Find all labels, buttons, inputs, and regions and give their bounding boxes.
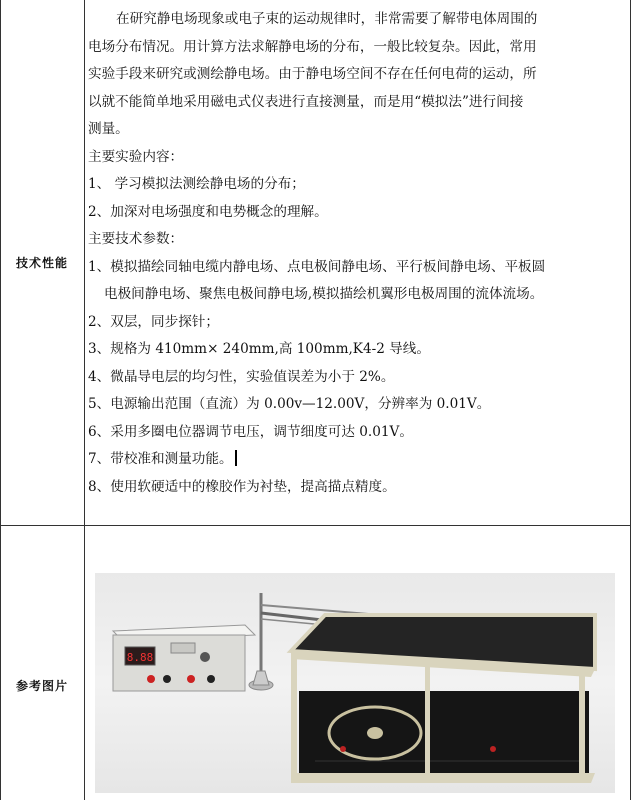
param-item: 3、规格为 410mm× 240mm,高 100mm,K4-2 导线。 bbox=[88, 341, 430, 357]
svg-text:8.88: 8.88 bbox=[126, 651, 154, 664]
param-item: 5、电源输出范围（直流）为 0.00v—12.00V，分辨率为 0.01V。 bbox=[88, 396, 491, 412]
param-item-text: 7、带校准和测量功能。 bbox=[88, 451, 233, 467]
electrode-board-apparatus bbox=[291, 615, 595, 783]
intro-line: 测量。 bbox=[88, 121, 129, 137]
intro-line: 在研究静电场现象或电子束的运动规律时，非常需要了解带电体周围的 bbox=[116, 11, 538, 27]
params-heading: 主要技术参数： bbox=[88, 231, 184, 247]
param-item: 8、使用软硬适中的橡胶作为衬垫，提高描点精度。 bbox=[88, 478, 396, 495]
row-label-specs: 技术性能 bbox=[15, 256, 68, 270]
param-item: 1、模拟描绘同轴电缆内静电场、点电极间静电场、平行板间静电场、平板圆 bbox=[88, 258, 546, 275]
param-item: 2、双层，同步探针； bbox=[88, 313, 219, 330]
param-item: 6、采用多圈电位器调节电压，调节细度可达 0.01V。 bbox=[88, 423, 413, 440]
experiments-heading: 主要实验内容： bbox=[88, 148, 184, 165]
column-divider bbox=[84, 0, 85, 800]
intro-line: 以就不能简单地采用磁电式仪表进行直接测量，而是用“模拟法”进行间接 bbox=[88, 93, 524, 110]
param-item: 4、微晶导电层的均匀性，实验值误差为小于 2%。 bbox=[88, 368, 395, 385]
power-supply-unit bbox=[113, 625, 255, 691]
intro-line: 电场分布情况。用计算方法求解静电场的分布，一般比较复杂。因此，常用 bbox=[88, 38, 537, 55]
experiment-item: 1、 学习模拟法测绘静电场的分布； bbox=[88, 176, 305, 192]
text-cursor bbox=[235, 450, 237, 466]
spec-content bbox=[88, 6, 626, 501]
reference-photo bbox=[95, 573, 615, 793]
param-item bbox=[88, 446, 626, 474]
param-item-continuation: 电极间静电场、聚焦电极间静电场,模拟描绘机翼形电极周围的流体流场。 bbox=[104, 286, 544, 302]
electrostatic-apparatus-image bbox=[95, 573, 615, 793]
row-label-photo: 参考图片 bbox=[15, 679, 68, 693]
experiment-item: 2、加深对电场强度和电势概念的理解。 bbox=[88, 203, 328, 220]
intro-line: 实验手段来研究或测绘静电场。由于静电场空间不存在任何电荷的运动，所 bbox=[88, 66, 537, 82]
row-divider bbox=[0, 525, 631, 526]
